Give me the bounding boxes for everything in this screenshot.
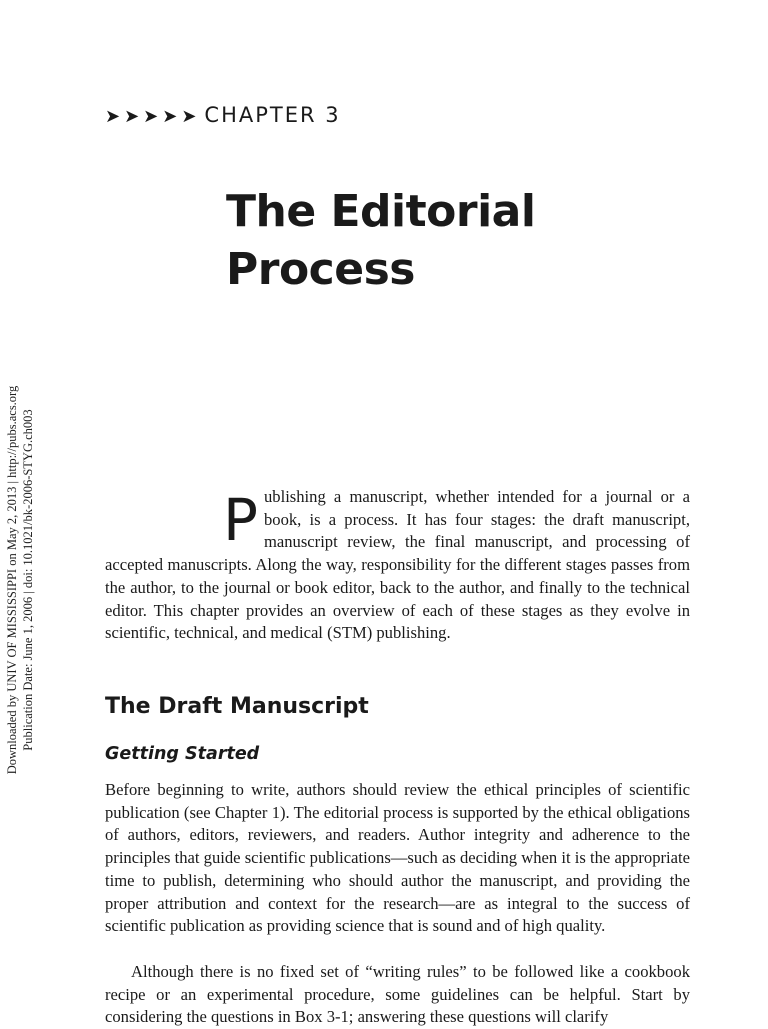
download-notice	[4, 360, 36, 800]
body-paragraph-2: Although there is no fixed set of “writing rules” to be followed like a cookbook recipe or an experimental procedure, some guidelines can be helpful. Start by considering the questions in Box 3-1; answering these questions will clarify	[105, 962, 690, 1027]
intro-paragraph	[105, 486, 690, 645]
chapter-title-line-1: The Editorial	[226, 186, 536, 237]
intro-text: ublishing a manuscript, whether intended for a journal or a book, is a process. It has four stages: the draft manuscript, manuscript review, the final manuscript, and processing of accepted manuscripts. Along the way, responsibility for the different stages passes from the author, to the journal or book editor, back to the author, and finally to the technical editor. This chapter provides an overview of each of these stages as they evolve in scientific, technical, and medical (STM) publishing.	[105, 487, 690, 643]
drop-cap: P	[223, 486, 258, 554]
subsection-heading: Getting Started	[105, 744, 260, 764]
chapter-number: CHAPTER 3	[204, 103, 341, 127]
download-notice-line-1: Downloaded by UNIV OF MISSISSIPPI on May 2, 2013 | http://pubs.acs.org	[5, 385, 19, 775]
section-heading: The Draft Manuscript	[105, 694, 369, 719]
chapter-label	[105, 103, 341, 127]
body-paragraph-1: Before beginning to write, authors should review the ethical principles of scientific publication (see Chapter 1). The editorial process is supported by the ethical obligations of authors, editors, reviewers, and readers. Author integrity and adherence to the principles that guide scientific publications—such as deciding when it is the appropriate time to publish, determining who should author the manuscript, and providing the proper attribution and context for the research—are as integral to the success of scientific publication as providing science that is sound and of high quality.	[105, 780, 690, 936]
chapter-arrows-icon: ➤➤➤➤➤	[105, 106, 201, 127]
chapter-title	[226, 183, 535, 299]
download-notice-line-2: Publication Date: June 1, 2006 | doi: 10.1021/bk-2006-STYG.ch003	[21, 409, 35, 751]
chapter-title-line-2: Process	[226, 244, 415, 295]
